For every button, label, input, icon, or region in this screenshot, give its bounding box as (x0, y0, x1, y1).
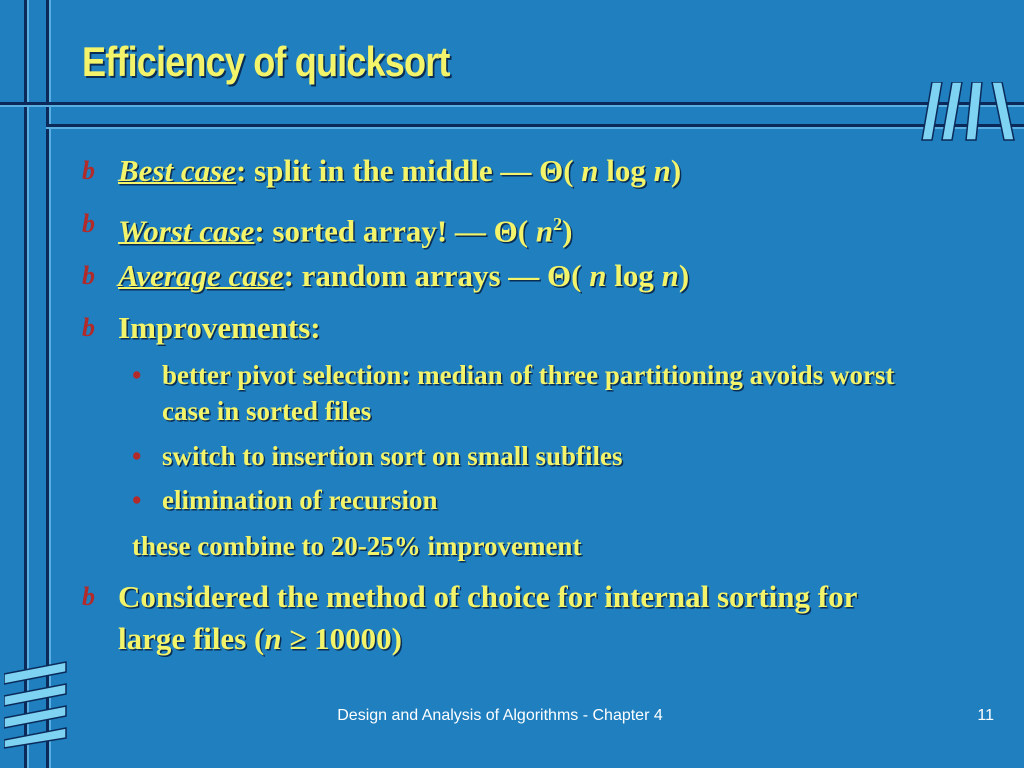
stripe-logo-top-right (918, 82, 1018, 142)
var-n: n (264, 621, 282, 656)
italic-b-bullet-icon: b (82, 313, 95, 342)
italic-b-bullet-icon: b (82, 156, 95, 185)
worst-case-rest: : sorted array! — Θ( (254, 213, 529, 249)
close-paren: ) (562, 213, 573, 249)
improvement-note: these combine to 20-25% improvement (132, 531, 582, 561)
exponent: 2 (553, 214, 563, 234)
close-paren: ) (678, 258, 690, 293)
bullet-text (118, 203, 572, 252)
frame-second-highlight (46, 127, 1024, 129)
average-case-rest: : random arrays — Θ( (283, 258, 582, 293)
best-case-label: Best case (118, 153, 236, 188)
bullet-text (118, 576, 898, 660)
var-n: n (535, 213, 554, 249)
page-title: Efficiency of quicksort (82, 38, 450, 85)
frame-left-inner-highlight (49, 0, 51, 768)
log-text: log (614, 258, 654, 293)
worst-case-label: Worst case (118, 213, 255, 249)
log-text: log (606, 153, 646, 188)
round-dot-bullet-icon: • (132, 485, 142, 515)
final-bullet-text: Considered the method of choice for internal sorting for large files ( (118, 579, 857, 656)
sub-bullet-text: elimination of recursion (162, 485, 438, 515)
var-n: n (661, 258, 679, 293)
average-case-label: Average case (118, 258, 284, 293)
frame-left-highlight (27, 0, 29, 768)
close-paren: ) (670, 153, 682, 188)
stripe-logo-bottom-left (4, 660, 74, 750)
italic-b-bullet-icon: b (82, 582, 95, 611)
bullet-text (118, 255, 689, 297)
sub-bullet-text: switch to insertion sort on small subfiles (162, 441, 623, 471)
sub-bullet-text: better pivot selection: median of three partitioning avoids worst case in sorted files (162, 360, 895, 426)
var-n: n (589, 258, 607, 293)
final-bullet-rest: ≥ 10000) (281, 621, 402, 656)
var-n: n (581, 153, 599, 188)
round-dot-bullet-icon: • (132, 360, 142, 390)
italic-b-bullet-icon: b (82, 209, 95, 238)
bullet-text: Improvements: (118, 310, 321, 345)
bullet-text (118, 150, 681, 192)
footer-course-title: Design and Analysis of Algorithms - Chapter 4 (337, 707, 663, 724)
round-dot-bullet-icon: • (132, 441, 142, 471)
var-n: n (653, 153, 671, 188)
italic-b-bullet-icon: b (82, 261, 95, 290)
best-case-rest: : split in the middle — Θ( (235, 153, 574, 188)
slide-number: 11 (977, 707, 994, 724)
frame-top-highlight (0, 105, 1024, 107)
